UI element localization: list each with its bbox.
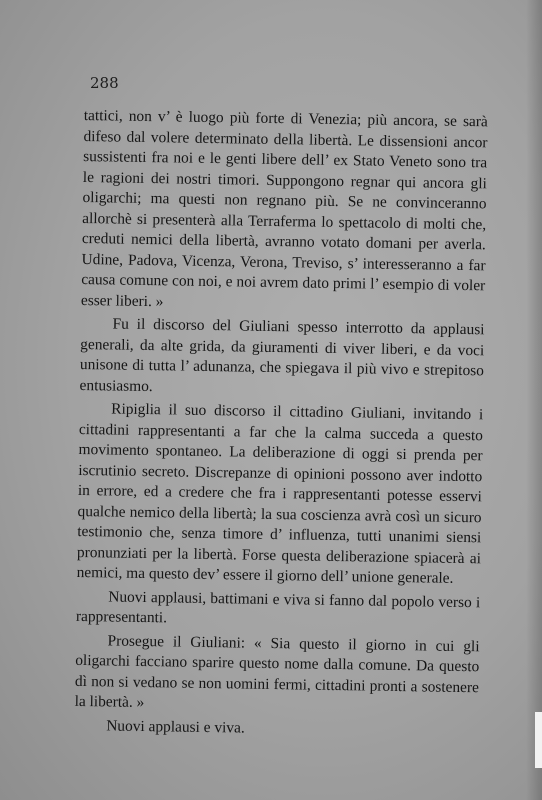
paragraph: Nuovi applausi, battimani e viva si fanno dal popolo verso i rappresentanti.	[75, 587, 481, 627]
paragraph: Fu il discorso del Giuliani spesso interrotto da applausi generali, da alte grida, da giuramenti di viver liberi, e da voci unisone di tutta l’ adunanza, che spiegava il più vivo e strepitoso entusiasmo.	[79, 315, 485, 395]
page-number: 288	[90, 74, 119, 92]
paragraph: Ripiglia il suo discorso il cittadino Giuliani, invitando i cittadini rappresentanti a far che la calma succeda a questo movimento spontaneo. La deliberazione di oggi si prenda per iscrutinio secreto. Discrepanze di opinioni possono aver indotto in errore, ed a credere che fra i rappresentanti potesse esservi qualche nemico della libertà; la sua coscienza avrà così un sicuro testimonio che, senza timore d’ influenza, tutti unanimi siensi pronunziati per la libertà. Forse questa deliberazione spiacerà ai nemici, ma questo dev’ essere il giorno dell’ unione generale.	[76, 400, 484, 587]
page-edge-strip	[535, 712, 542, 768]
paragraph: Nuovi applausi e viva.	[106, 716, 245, 737]
paragraph: Prosegue il Giuliani: « Sia questo il giorno in cui gli oligarchi facciano sparire questo nome dalla comune. Da questo dì non si vedano se non uomini fermi, cittadini pronti a sostenere la libertà. »	[74, 631, 480, 712]
paragraph: tattici, non v’ è luogo più forte di Venezia; più ancora, se sarà difeso dal volere determinato della libertà. Le dissensioni ancor sussistenti fra noi e le genti libere dell’ ex Stato Veneto sono tra le ragioni dei nostri timori. Suppongono regnar qui ancora gli oligarchi; ma questi non regnano più. Se ne convinceranno allorchè si presenterà alla Terraferma lo spettacolo di molti che, creduti nemici della libertà, avranno votato domani per averla. Udine, Padova, Vicenza, Verona, Treviso, s’ interesseranno a far causa comune con noi, e noi avrem dato primi l’ esempio di voler esser liberi. »	[80, 106, 488, 310]
body-text	[74, 106, 488, 742]
page-edge-shadow	[526, 0, 542, 800]
